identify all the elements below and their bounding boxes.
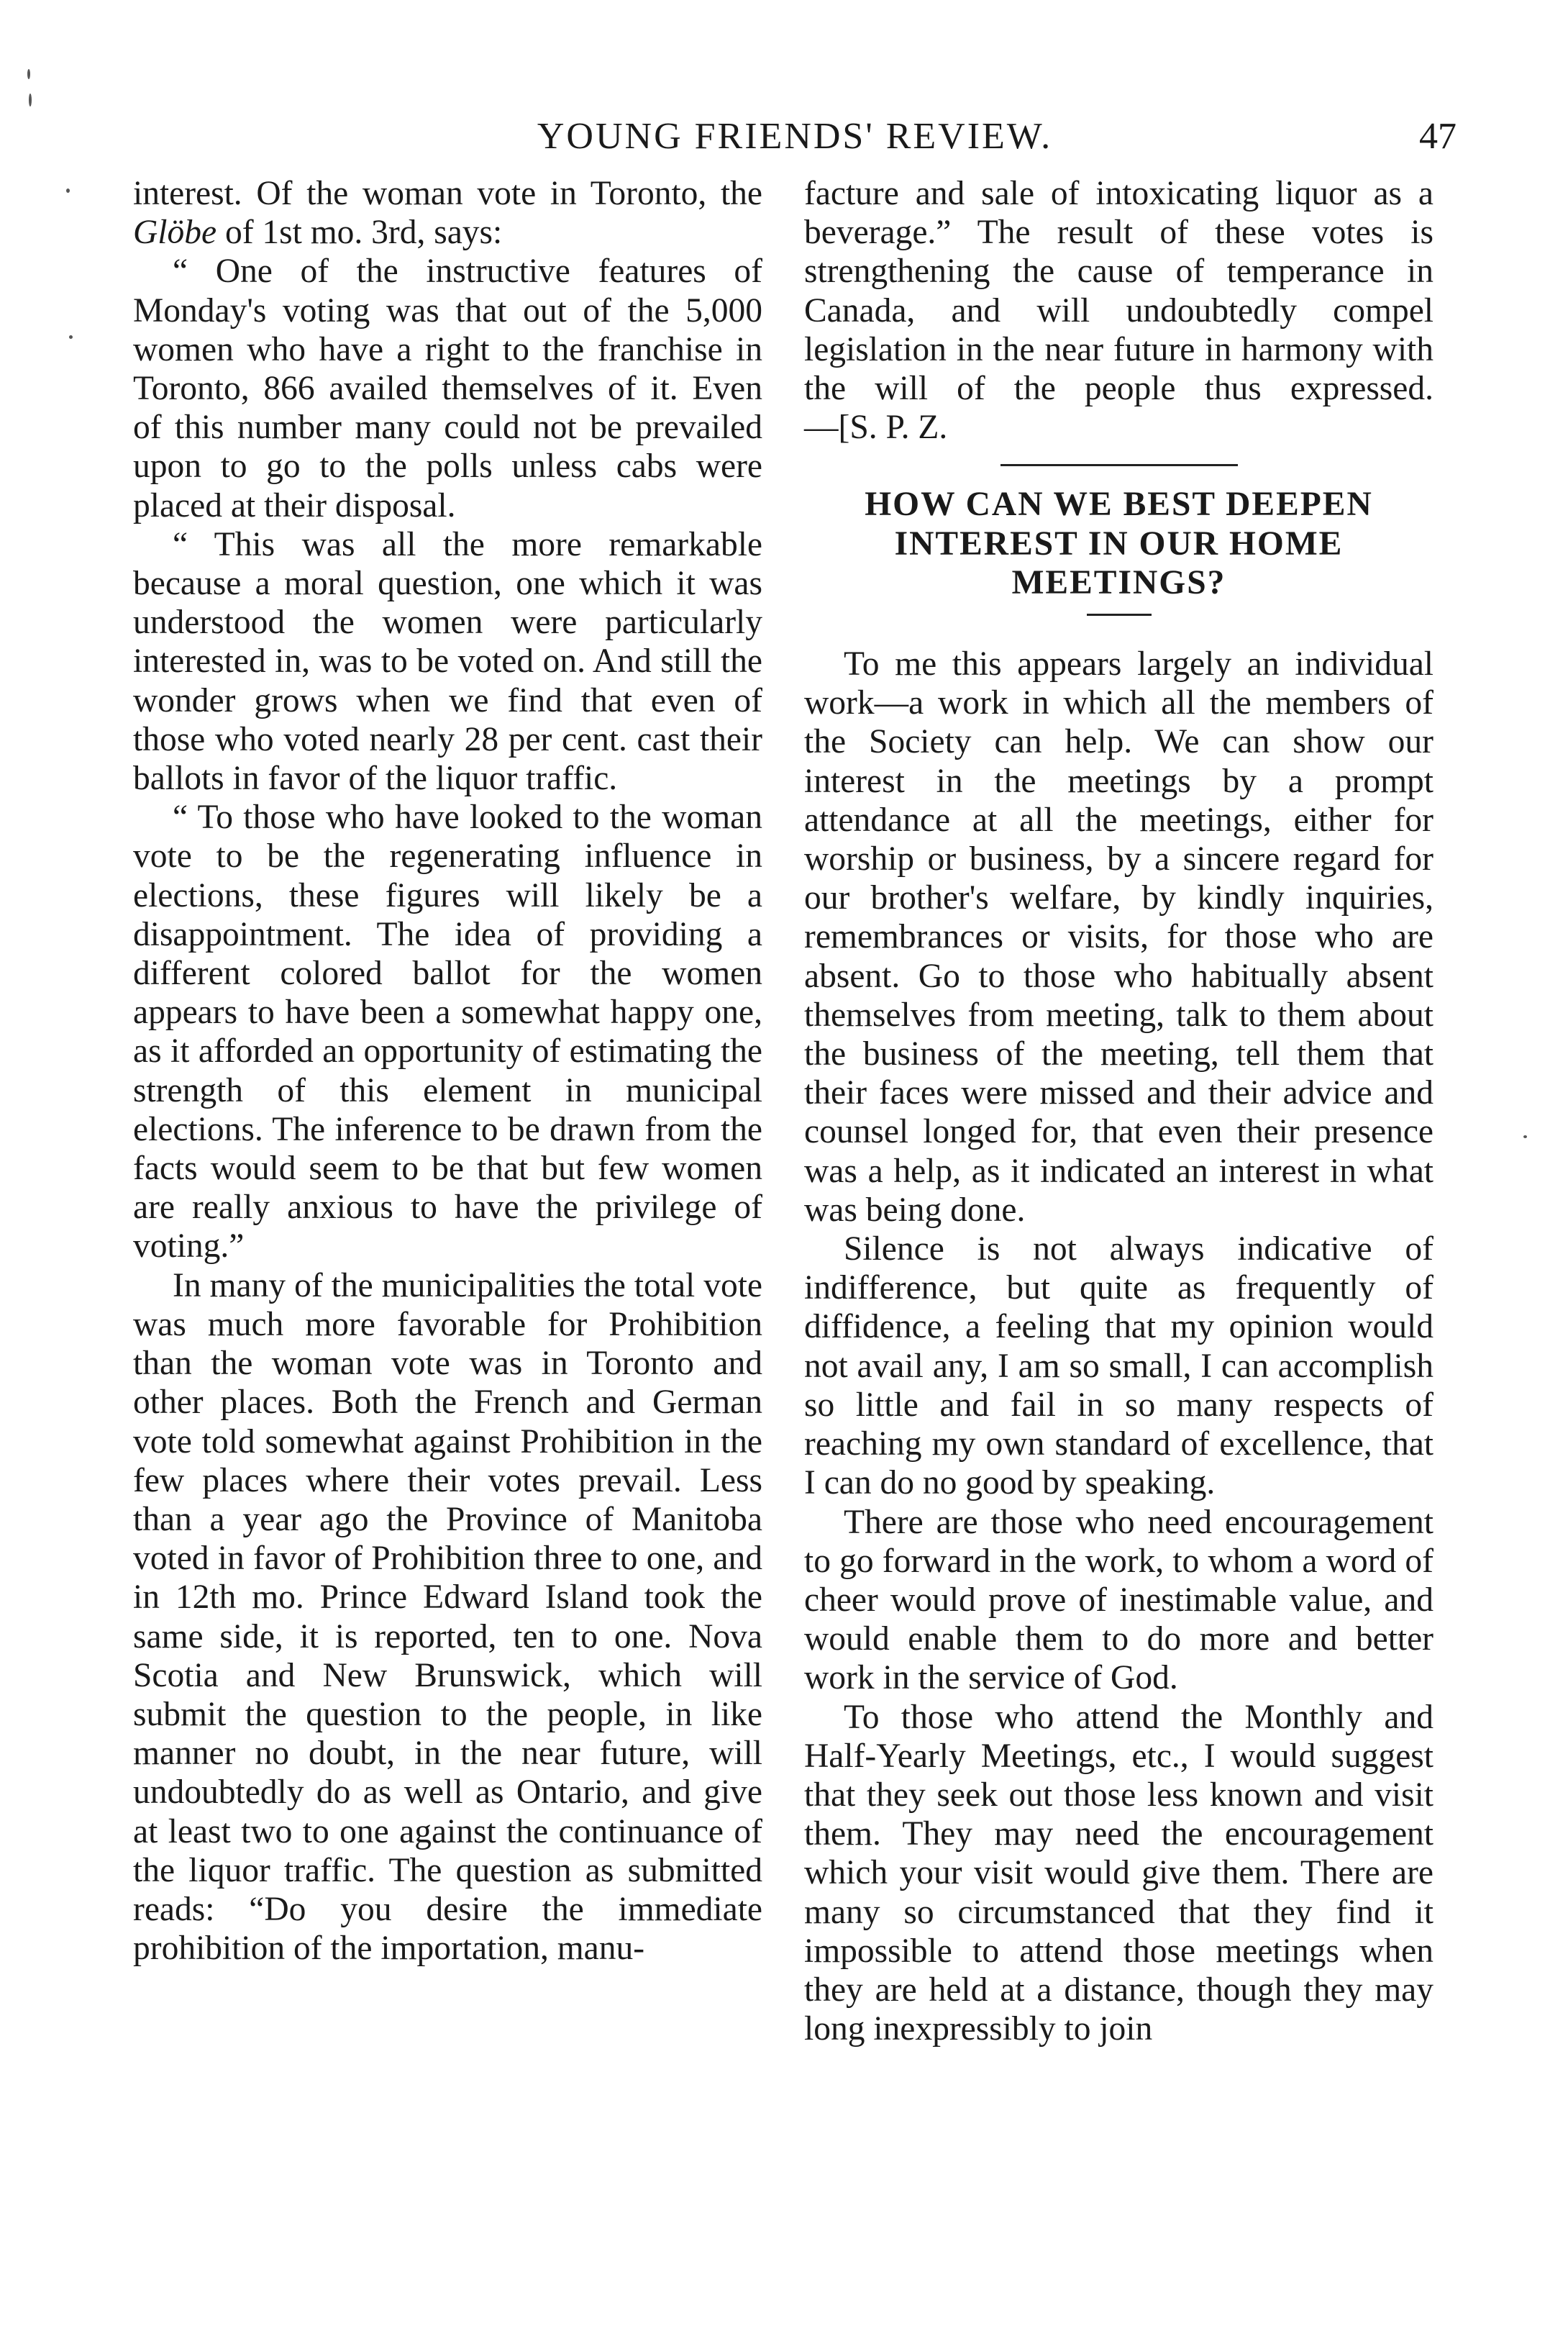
paragraph-text: facture and sale of intoxicating liquor as a beverage.” The result of these votes is strengthening the cause of temperance in Canada, and will undoubtedly compel legislation in the near future in harmony with the will of the people thus expressed.	[804, 175, 1433, 408]
author-signature: —[S. P. Z.	[804, 409, 948, 447]
section-divider	[1000, 464, 1238, 466]
paragraph: In many of the municipalities the total vote was much more favorable for Prohibition than the woman vote was in Toronto and other places. Both the French and German vote told somewhat against Prohibition in the few places where their votes prevail. Less than a year ago the Province of Manitoba voted in favor of Prohibition three to one, and in 12th mo. Prince Edward Island took the same side, it is reported, ten to one. Nova Scotia and New Brunswick, which will submit the question to the people, in like manner no doubt, in the near future, will undoubtedly do as well as Ontario, and give at least two to one against the continuance of the liquor traffic. The question as submitted reads: “Do you desire the immediate prohibition of the importation, manu-	[133, 1266, 762, 1968]
scan-speck	[1523, 1135, 1527, 1138]
paragraph: Silence is not always indicative of indifference, but quite as frequently of diffidence, a feeling that my opinion would not avail any, I am so small, I can accomplish so little and fail in so many respects of reaching my own standard of excellence, that I can do no good by speaking.	[804, 1230, 1433, 1502]
paragraph: There are those who need encouragement to go forward in the work, to whom a word of cheer would prove of inestimable value, and would enable them to do more and better work in the service of God.	[804, 1503, 1433, 1697]
paragraph	[804, 174, 1433, 447]
quoted-paragraph: “ To those who have looked to the woman vote to be the regenerating influence in elections, these figures will likely be a disappointment. The idea of providing a different colored ballot for the women appears to have been a somewhat happy one, as it afforded an opportunity of estimating the strength of this element in municipal elections. The inference to be drawn from the facts would seem to be that but few women are really anxious to have the privilege of voting.”	[133, 799, 762, 1266]
scan-speck	[29, 94, 32, 106]
page-number: 47	[1419, 116, 1457, 157]
paragraph-text: of 1st mo. 3rd, says:	[216, 214, 503, 252]
scan-speck	[69, 335, 73, 339]
journal-title: YOUNG FRIENDS' REVIEW.	[537, 116, 1053, 157]
title-divider	[1087, 614, 1152, 616]
paragraph-text: interest. Of the woman vote in Toronto, the	[133, 175, 762, 212]
paragraph: To me this appears largely an individual work—a work in which all the members of the Society can help. We can show our interest in the meetings by a prompt attendance at all the meetings, either for worship or business, by a sincere regard for our brother's welfare, by kindly inquiries, remembrances or visits, for those who are absent. Go to those who habitually absent themselves from meeting, talk to them about the business of the meeting, tell them that their faces were missed and their advice and counsel longed for, that even their presence was a help, as it indicated an interest in what was being done.	[804, 645, 1433, 1229]
scan-speck	[27, 69, 30, 79]
paragraph: To those who attend the Monthly and Half-Yearly Meetings, etc., I would suggest that they seek out those less known and visit them. They may need the encouragement which your visit would give them. There are many so circumstanced that they find it impossible to attend those meetings when they are held at a distance, though they may long inexpressibly to join	[804, 1698, 1433, 2048]
quoted-paragraph: “ This was all the more remarkable because a moral question, one which it was understood the women were particularly interested in, was to be voted on. And still the wonder grows when we find that even of those who voted nearly 28 per cent. cast their ballots in favor of the liquor traffic.	[133, 525, 762, 798]
right-column	[804, 174, 1433, 2048]
scan-speck	[66, 188, 70, 193]
quoted-paragraph: “ One of the instructive features of Monday's voting was that out of the 5,000 women who have a right to the franchise in Toronto, 866 availed themselves of it. Even of this number many could not be prevailed upon to go to the polls unless cabs were placed at their disposal.	[133, 253, 762, 524]
running-head	[133, 108, 1457, 165]
newspaper-name: Glöbe	[133, 214, 217, 252]
article-title: HOW CAN WE BEST DEEPEN INTEREST IN OUR HOME MEETINGS?	[865, 486, 1373, 601]
left-column	[133, 174, 762, 1968]
paragraph	[133, 174, 762, 252]
